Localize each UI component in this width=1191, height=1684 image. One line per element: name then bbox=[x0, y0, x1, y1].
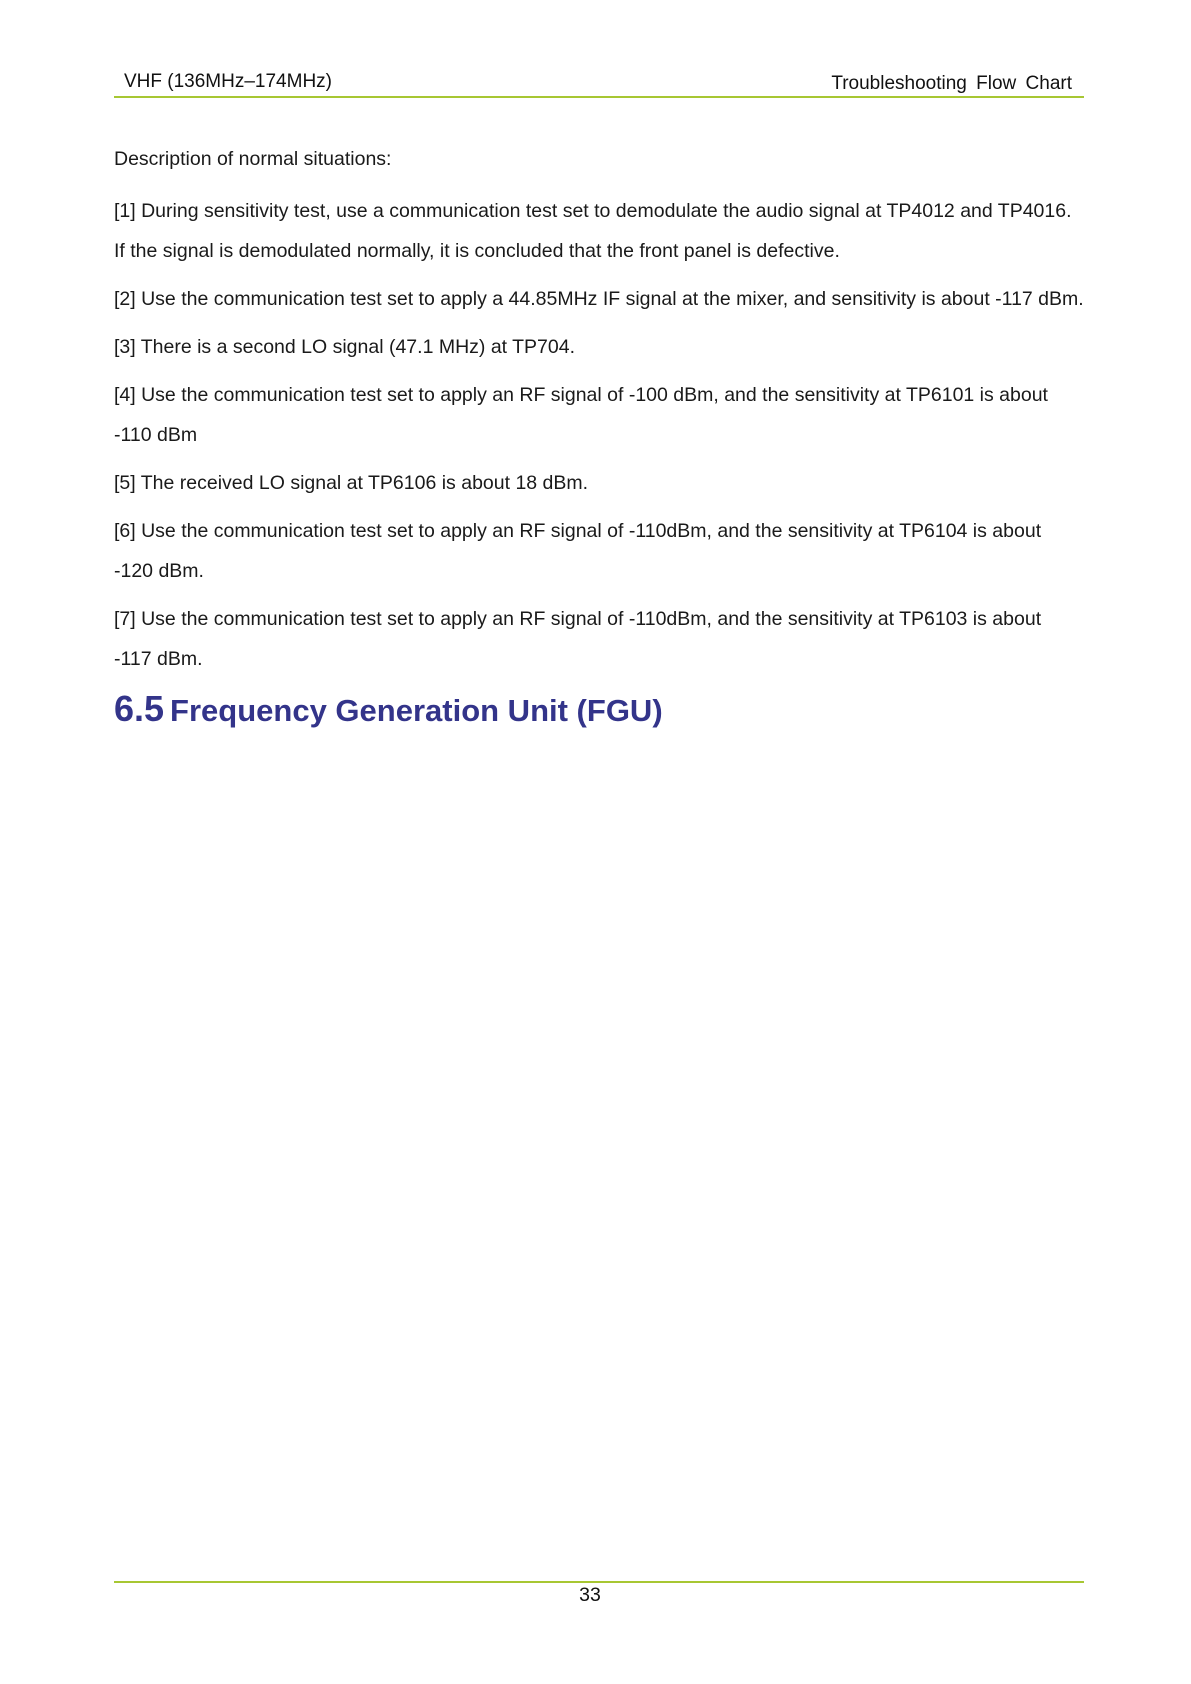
section-number: 6.5 bbox=[114, 688, 165, 729]
header-model-range: VHF (136MHz–174MHz) bbox=[124, 71, 332, 92]
list-item-text: [1] During sensitivity test, use a communication test set to demodulate the audio signal at TP4012 and TP4016. If the signal is demodulated normally, it is concluded that the front panel is defective. bbox=[114, 200, 1072, 262]
list-item-text: [2] Use the communication test set to apply a 44.85MHz IF signal at the mixer, and sensitivity is about -117 dBm. bbox=[114, 288, 1084, 310]
header-divider bbox=[114, 96, 1084, 98]
footer-divider bbox=[114, 1581, 1084, 1583]
list-item-text: [4] Use the communication test set to apply an RF signal of -100 dBm, and the sensitivity at TP6101 is about -110 dBm bbox=[114, 384, 1048, 446]
section-heading bbox=[114, 687, 1084, 736]
list-item-text: [7] Use the communication test set to apply an RF signal of -110dBm, and the sensitivity at TP6103 is about -117 dBm. bbox=[114, 608, 1042, 670]
list-item bbox=[114, 599, 1084, 679]
page-body bbox=[114, 144, 1084, 736]
list-item bbox=[114, 511, 1084, 591]
header-chapter-title: Troubleshooting Flow Chart bbox=[831, 73, 1072, 94]
section-title: Frequency Generation Unit (FGU) bbox=[170, 693, 663, 728]
page-header bbox=[114, 66, 1084, 98]
intro-text: Description of normal situations: bbox=[114, 148, 392, 170]
page-number: 33 bbox=[579, 1584, 601, 1606]
list-item-text: [6] Use the communication test set to apply an RF signal of -110dBm, and the sensitivity at TP6104 is about -120 dBm. bbox=[114, 520, 1042, 582]
list-item bbox=[114, 191, 1084, 271]
list-item bbox=[114, 279, 1084, 319]
list-item-text: [5] The received LO signal at TP6106 is about 18 dBm. bbox=[114, 472, 589, 494]
list-item bbox=[114, 375, 1084, 455]
list-item bbox=[114, 463, 1084, 503]
list-item-text: [3] There is a second LO signal (47.1 MHz) at TP704. bbox=[114, 336, 576, 358]
list-item bbox=[114, 327, 1084, 367]
